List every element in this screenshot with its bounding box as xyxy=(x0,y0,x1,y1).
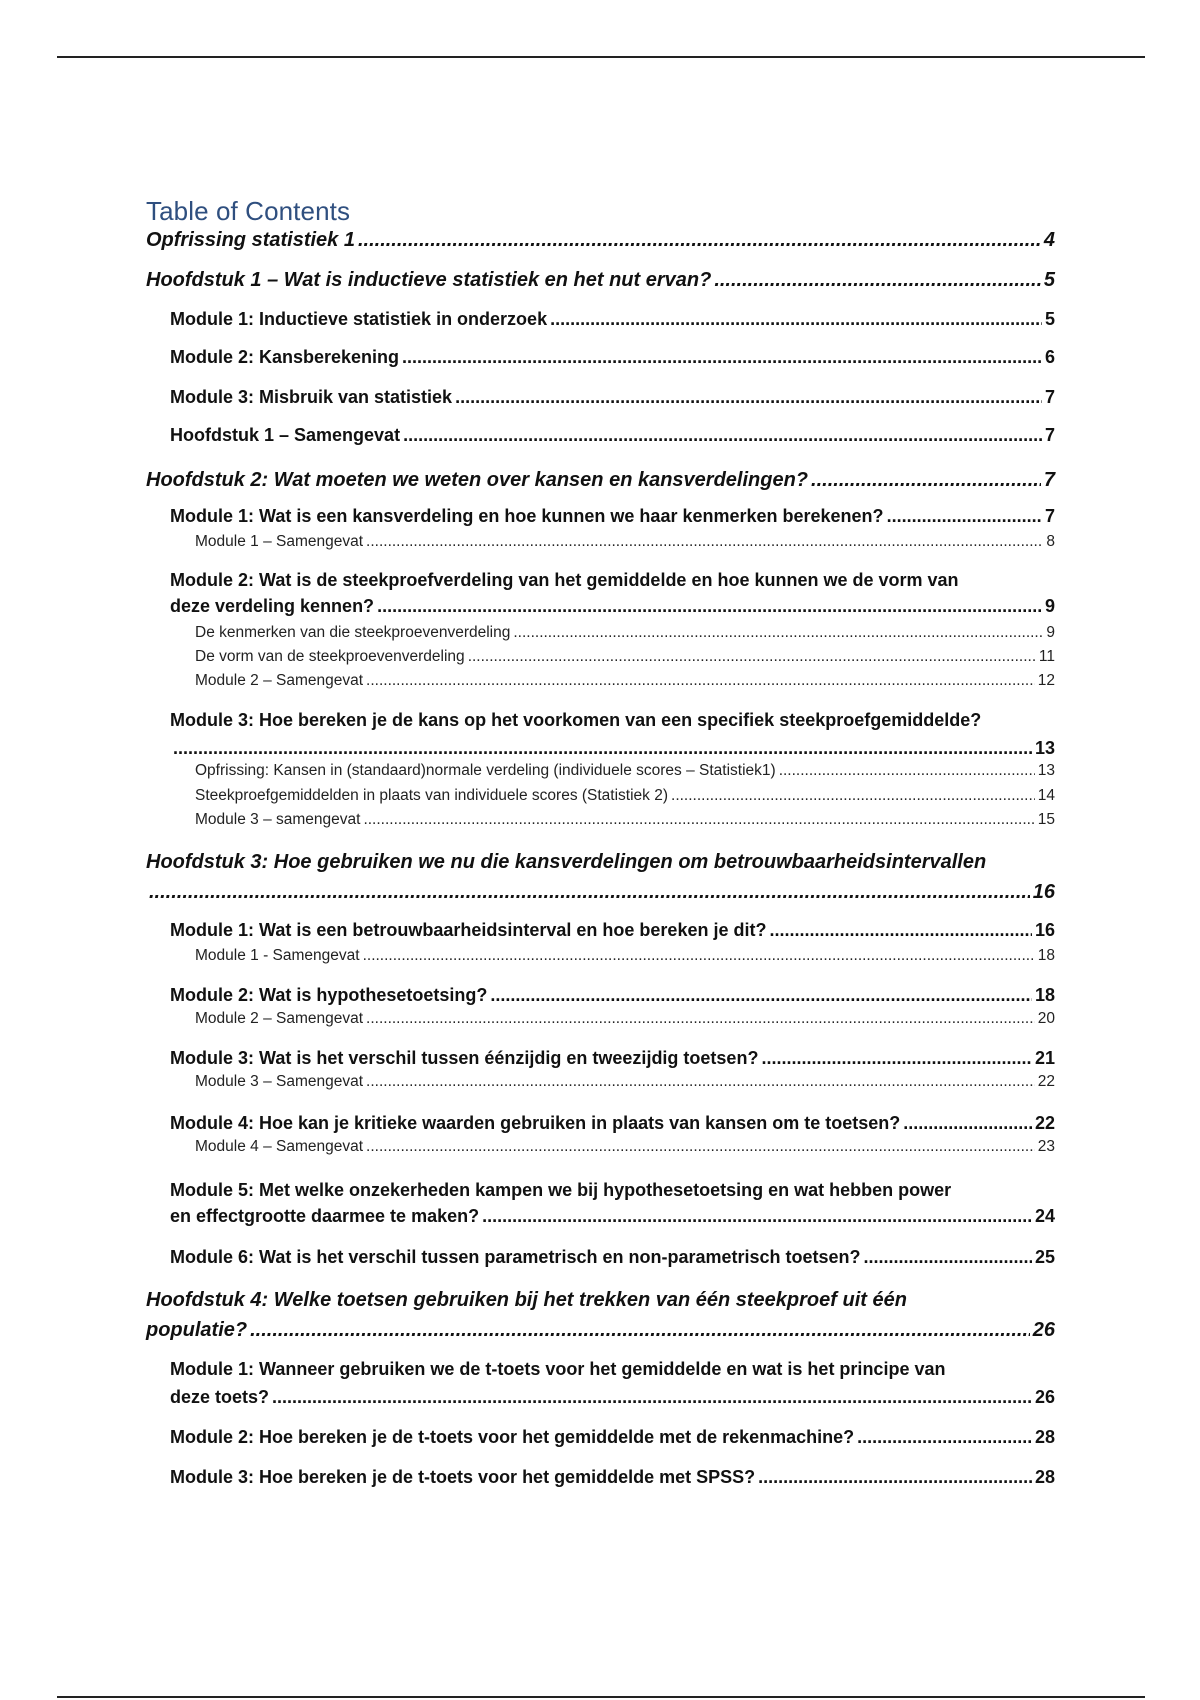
toc-entry-page: 6 xyxy=(1044,347,1055,367)
toc-entry-page: 14 xyxy=(1037,787,1055,804)
toc-entry[interactable] xyxy=(195,648,1055,667)
toc-entry[interactable] xyxy=(195,787,1055,806)
toc-entry-page: 28 xyxy=(1034,1427,1055,1447)
toc-entry[interactable] xyxy=(170,1206,1055,1228)
toc-entry-page: 13 xyxy=(1037,762,1055,779)
toc-entry-title: De kenmerken van die steekproevenverdeling xyxy=(195,624,511,641)
toc-entry-title-line[interactable] xyxy=(146,1288,907,1312)
toc-entry-title: en effectgrootte daarmee te maken? xyxy=(170,1206,480,1226)
toc-entry-title: Module 2 – Samengevat xyxy=(195,1010,364,1027)
toc-entry-title: deze verdeling kennen? xyxy=(170,596,375,616)
toc-entry-page: 21 xyxy=(1034,1048,1055,1068)
dot-leader xyxy=(173,738,1032,760)
toc-entry-page: 12 xyxy=(1037,672,1055,689)
dot-leader xyxy=(377,596,1042,618)
dot-leader xyxy=(779,762,1035,781)
toc-entry-title: Module 2: Wat is de steekproefverdeling van het gemiddelde en hoe kunnen we de vorm van xyxy=(170,570,959,590)
dot-leader xyxy=(366,1073,1035,1092)
toc-entry-title: Module 3: Misbruik van statistiek xyxy=(170,387,453,407)
toc-entry-page: 18 xyxy=(1034,985,1055,1005)
toc-entry[interactable] xyxy=(195,533,1055,552)
toc-entry-title: Hoofdstuk 2: Wat moeten we weten over kansen en kansverdelingen? xyxy=(146,469,809,491)
dot-leader xyxy=(403,425,1042,447)
toc-entry[interactable] xyxy=(170,920,1055,942)
toc-entry-page: 11 xyxy=(1038,648,1055,665)
toc-entry-page: 7 xyxy=(1043,469,1055,491)
toc-entry[interactable] xyxy=(195,811,1055,830)
dot-leader xyxy=(149,880,1030,904)
toc-entry-title: Module 3: Wat is het verschil tussen éénzijdig en tweezijdig toetsen? xyxy=(170,1048,759,1068)
toc-entry-title: Module 4 – Samengevat xyxy=(195,1138,364,1155)
toc-entry-page: 20 xyxy=(1037,1010,1055,1027)
toc-entry-page: 9 xyxy=(1044,596,1055,616)
toc-entry-title: Module 6: Wat is het verschil tussen parametrisch en non-parametrisch toetsen? xyxy=(170,1247,861,1267)
toc-entry-title-line[interactable] xyxy=(170,1180,951,1202)
toc-entry[interactable] xyxy=(170,347,1055,369)
dot-leader xyxy=(482,1206,1032,1228)
toc-entry[interactable] xyxy=(146,228,1055,252)
dot-leader xyxy=(272,1387,1032,1409)
toc-entry-page: 28 xyxy=(1034,1467,1055,1487)
toc-entry-title: Hoofdstuk 1 – Wat is inductieve statistiek en het nut ervan? xyxy=(146,269,712,291)
toc-entry-title: Module 3 – Samengevat xyxy=(195,1073,364,1090)
dot-leader xyxy=(468,648,1036,667)
dot-leader xyxy=(811,468,1041,492)
toc-entry-page: 18 xyxy=(1037,947,1055,964)
toc-entry[interactable] xyxy=(170,1427,1055,1449)
toc-entry-title: Module 1 - Samengevat xyxy=(195,947,360,964)
toc-entry-title: Opfrissing: Kansen in (standaard)normale verdeling (individuele scores – Statistiek1) xyxy=(195,762,776,779)
toc-entry-page: 9 xyxy=(1046,624,1055,641)
toc-entry[interactable] xyxy=(170,738,1055,760)
dot-leader xyxy=(363,947,1035,966)
toc-entry-title-line[interactable] xyxy=(146,850,986,874)
dot-leader xyxy=(550,309,1042,331)
dot-leader xyxy=(903,1113,1032,1135)
toc-entry-page: 24 xyxy=(1034,1206,1055,1226)
dot-leader xyxy=(366,672,1035,691)
dot-leader xyxy=(761,1048,1032,1070)
toc-entry-page: 16 xyxy=(1034,920,1055,940)
toc-entry-title: Hoofdstuk 1 – Samengevat xyxy=(170,425,401,445)
toc-entry-title-line[interactable] xyxy=(170,710,981,732)
toc-entry[interactable] xyxy=(195,947,1055,966)
toc-entry[interactable] xyxy=(170,1113,1055,1135)
toc-entry-title-line[interactable] xyxy=(170,1359,945,1381)
toc-entry[interactable] xyxy=(170,387,1055,409)
toc-entry[interactable] xyxy=(195,1073,1055,1092)
dot-leader xyxy=(887,506,1042,528)
toc-entry-page: 22 xyxy=(1034,1113,1055,1133)
toc-entry[interactable] xyxy=(146,880,1055,904)
toc-entry-title: populatie? xyxy=(146,1319,248,1341)
toc-entry-title: Module 3: Hoe bereken je de t-toets voor het gemiddelde met SPSS? xyxy=(170,1467,756,1487)
toc-entry-page: 7 xyxy=(1044,506,1055,526)
toc-entry-page: 5 xyxy=(1044,309,1055,329)
toc-entry-page: 15 xyxy=(1037,811,1055,828)
toc-entry-title: deze toets? xyxy=(170,1387,270,1407)
toc-entry-title: Module 2 – Samengevat xyxy=(195,672,364,689)
dot-leader xyxy=(455,387,1042,409)
toc-entry[interactable] xyxy=(170,985,1055,1007)
toc-entry-title: Module 5: Met welke onzekerheden kampen we bij hypothesetoetsing en wat hebben power xyxy=(170,1180,952,1200)
toc-entry-page: 26 xyxy=(1032,1319,1055,1341)
toc-entry-page: 7 xyxy=(1044,387,1055,407)
toc-entry-title: Module 3 – samengevat xyxy=(195,811,361,828)
toc-entry[interactable] xyxy=(170,309,1055,331)
toc-entry-title: Module 4: Hoe kan je kritieke waarden gebruiken in plaats van kansen om te toetsen? xyxy=(170,1113,901,1133)
dot-leader xyxy=(671,787,1035,806)
toc-entry-page: 22 xyxy=(1037,1073,1055,1090)
toc-entry[interactable] xyxy=(195,624,1055,643)
toc-entry-title: Module 1: Wat is een betrouwbaarheidsinterval en hoe bereken je dit? xyxy=(170,920,767,940)
toc-entry-page: 4 xyxy=(1043,229,1055,251)
toc-entry-title-line[interactable] xyxy=(170,570,959,592)
toc-entry-title: Hoofdstuk 4: Welke toetsen gebruiken bij het trekken van één steekproef uit één xyxy=(146,1289,907,1311)
toc-entry[interactable] xyxy=(170,506,1055,528)
toc-entry-title: De vorm van de steekproevenverdeling xyxy=(195,648,465,665)
toc-entry-page: 7 xyxy=(1044,425,1055,445)
toc-entry-page: 23 xyxy=(1037,1138,1055,1155)
toc-entry-page: 13 xyxy=(1034,738,1055,758)
dot-leader xyxy=(758,1467,1032,1489)
toc-entry-title: Module 1: Wanneer gebruiken we de t-toets voor het gemiddelde en wat is het principe van xyxy=(170,1359,946,1379)
toc-entry-title: Module 1: Wat is een kansverdeling en hoe kunnen we haar kenmerken berekenen? xyxy=(170,506,884,526)
toc-entry-title: Opfrissing statistiek 1 xyxy=(146,229,355,251)
toc-entry[interactable] xyxy=(195,1010,1055,1029)
toc-title: Table of Contents xyxy=(146,196,351,226)
footer-rule xyxy=(57,1696,1145,1698)
dot-leader xyxy=(358,228,1041,252)
toc-entry[interactable] xyxy=(195,1138,1055,1157)
toc-entry-page: 26 xyxy=(1034,1387,1055,1407)
toc-entry-page: 5 xyxy=(1043,269,1055,291)
dot-leader xyxy=(366,1138,1035,1157)
dot-leader xyxy=(402,347,1042,369)
dot-leader xyxy=(513,624,1043,643)
dot-leader xyxy=(857,1427,1032,1449)
toc-entry[interactable] xyxy=(170,1467,1055,1489)
toc-entry[interactable] xyxy=(170,1048,1055,1070)
dot-leader xyxy=(490,985,1032,1007)
dot-leader xyxy=(769,920,1032,942)
toc-entry-title: Module 1 – Samengevat xyxy=(195,533,364,550)
toc-entry[interactable] xyxy=(146,468,1055,492)
toc-entry[interactable] xyxy=(195,762,1055,781)
toc-entry-title: Module 1: Inductieve statistiek in onderzoek xyxy=(170,309,548,329)
toc-entry-title: Module 2: Kansberekening xyxy=(170,347,400,367)
toc-entry-page: 25 xyxy=(1034,1247,1055,1267)
toc-entry[interactable] xyxy=(170,596,1055,618)
toc-entry[interactable] xyxy=(146,1318,1055,1342)
dot-leader xyxy=(864,1247,1032,1269)
toc-entry-page: 16 xyxy=(1032,881,1055,903)
toc-entry[interactable] xyxy=(146,268,1055,292)
toc-entry-title: Module 2: Wat is hypothesetoetsing? xyxy=(170,985,488,1005)
dot-leader xyxy=(366,1010,1035,1029)
dot-leader xyxy=(366,533,1043,552)
dot-leader xyxy=(250,1318,1030,1342)
toc-entry[interactable] xyxy=(195,672,1055,691)
toc-entry[interactable] xyxy=(170,425,1055,447)
toc-entry[interactable] xyxy=(170,1247,1055,1269)
toc-entry-title: Module 3: Hoe bereken je de kans op het voorkomen van een specifiek steekproefgemiddelde? xyxy=(170,710,982,730)
toc-entry-title: Hoofdstuk 3: Hoe gebruiken we nu die kansverdelingen om betrouwbaarheidsintervallen xyxy=(146,851,987,873)
dot-leader xyxy=(714,268,1041,292)
toc-entry-page: 8 xyxy=(1046,533,1055,550)
toc-entry-title: Module 2: Hoe bereken je de t-toets voor het gemiddelde met de rekenmachine? xyxy=(170,1427,855,1447)
toc-entry[interactable] xyxy=(170,1387,1055,1409)
dot-leader xyxy=(363,811,1034,830)
toc-entry-title: Steekproefgemiddelden in plaats van individuele scores (Statistiek 2) xyxy=(195,787,669,804)
